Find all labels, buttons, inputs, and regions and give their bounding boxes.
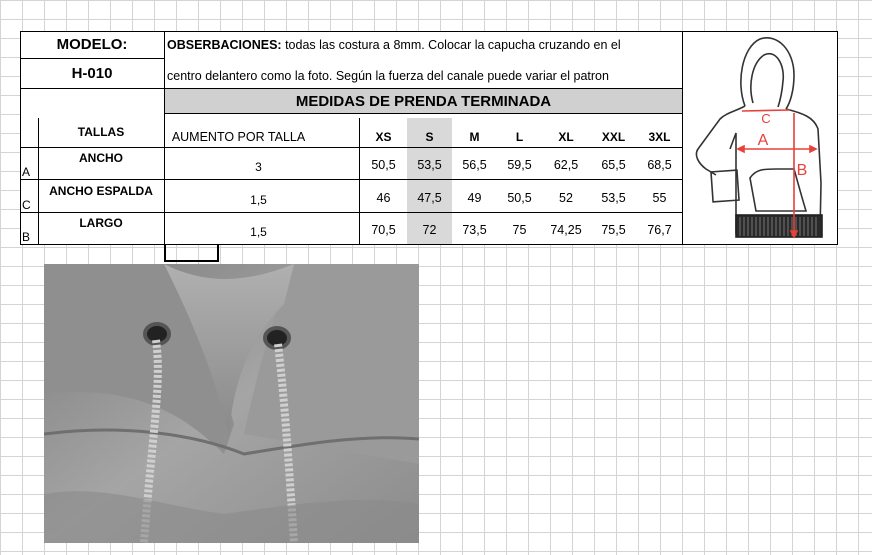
size-value-xl: 52 [559,190,573,205]
size-value-l: 50,5 [507,190,532,205]
observations-text-1: todas las costura a 8mm. Colocar la capucha cruzando en el [281,37,621,52]
measure-c-label: C [761,111,771,126]
row-aumento: 3 [255,160,262,174]
size-header-m: M [469,130,480,144]
size-header-3xl: 3XL [648,130,671,144]
size-value-xs: 50,5 [371,158,396,172]
size-value-s: 53,5 [417,158,442,172]
observations-label: OBSERBACIONES: [167,37,282,52]
size-value-xl: 62,5 [553,158,579,172]
size-value-xl: 74,25 [550,223,582,237]
size-value-xxl: 65,5 [601,158,626,172]
row-code: C [22,198,31,212]
tallas-header: TALLAS [77,125,125,139]
modelo-value: H-010 [71,64,113,82]
size-value-xxl: 53,5 [601,190,626,205]
row-code: B [22,230,31,244]
size-header-xs: XS [375,130,392,144]
section-title: MEDIDAS DE PRENDA TERMINADA [165,89,682,113]
hood-detail-photo-image [44,264,419,543]
observations-line-1 [167,31,682,58]
row-aumento: 1,5 [250,225,267,239]
active-cell-selection[interactable] [164,244,219,262]
size-value-l: 59,5 [507,158,532,172]
row-aumento: 1,5 [250,192,267,207]
row-code: A [22,165,31,179]
size-value-3xl: 55 [652,190,667,205]
hood-detail-photo [44,264,419,543]
size-header-s: S [425,130,434,144]
row-name: ANCHO [79,151,123,165]
size-value-s: 72 [422,223,437,237]
size-value-l: 75 [512,223,527,237]
size-value-xs: 70,5 [371,223,396,237]
size-value-m: 73,5 [462,223,487,237]
row-name: LARGO [79,216,123,230]
size-value-xs: 46 [376,190,391,205]
modelo-label: MODELO: [56,36,128,53]
size-value-m: 56,5 [462,158,487,172]
measure-a-label: A [757,132,769,149]
size-value-m: 49 [467,190,482,205]
observations-line-2: centro delantero como la foto. Según la fuerza del canale puede variar el patron [167,69,609,83]
size-header-xl: XL [558,130,574,144]
size-value-3xl: 68,5 [647,158,672,172]
row-name: ANCHO ESPALDA [49,183,153,198]
size-header-xxl: XXL [601,130,626,144]
measure-b-label: B [796,162,808,179]
hoodie-measure-diagram [690,33,834,243]
size-value-3xl: 76,7 [647,223,672,237]
size-value-s: 47,5 [417,190,442,205]
size-header-l: L [515,130,524,144]
size-value-xxl: 75,5 [601,223,626,237]
aumento-header: AUMENTO POR TALLA [171,130,306,144]
